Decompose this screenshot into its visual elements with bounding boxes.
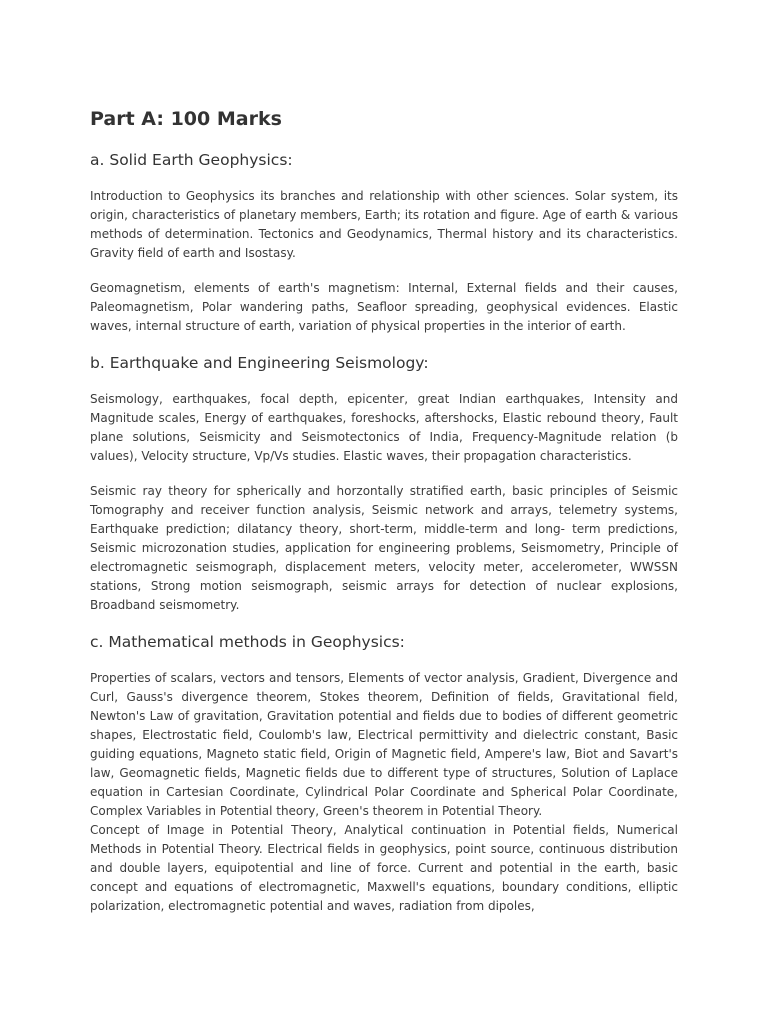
section-heading-mathematical-methods: c. Mathematical methods in Geophysics: <box>90 633 405 651</box>
paragraph: Geomagnetism, elements of earth's magnetism: Internal, External fields and their causes, Paleomagnetism, Polar wandering paths, Seafloor spreading, geophysical evidences. Elastic waves, internal structure of earth, variation of physical properties in the interior of earth. <box>90 281 678 333</box>
paragraph: Concept of Image in Potential Theory, Analytical continuation in Potential fields, Numerical Methods in Potential Theory. Electrical fields in geophysics, point source, continuous distribution and double layers, equipotential and line of force. Current and potential in the earth, basic concept and equations of electromagnetic, Maxwell's equations, boundary conditions, elliptic polarization, electromagnetic potential and waves, radiation from dipoles, <box>90 823 678 913</box>
paragraph: Seismology, earthquakes, focal depth, epicenter, great Indian earthquakes, Intensity and Magnitude scales, Energy of earthquakes, foreshocks, aftershocks, Elastic rebound theory, Fault plane solutions, Seismicity and Seismotectonics of India, Frequency-Magnitude relation (b values), Velocity structure, Vp/Vs studies. Elastic waves, their propagation characteristics. <box>90 392 678 463</box>
paragraph: Seismic ray theory for spherically and horzontally stratified earth, basic principles of Seismic Tomography and receiver function analysis, Seismic network and arrays, telemetry systems, Earthquake prediction; dilatancy theory, short-term, middle-term and long- term predictions, Seismic microzonation studies, application for engineering problems, Seismometry, Principle of electromagnetic seismograph, displacement meters, velocity meter, accelerometer, WWSSN stations, Strong motion seismograph, seismic arrays for detection of nuclear explosions, Broadband seismometry. <box>90 484 678 612</box>
paragraph: Introduction to Geophysics its branches and relationship with other sciences. Solar system, its origin, characteristics of planetary members, Earth; its rotation and figure. Age of earth & various methods of determination. Tectonics and Geodynamics, Thermal history and its characteristics. Gravity field of earth and Isostasy. <box>90 189 678 260</box>
paragraph: Properties of scalars, vectors and tensors, Elements of vector analysis, Gradient, Divergence and Curl, Gauss's divergence theorem, Stokes theorem, Definition of fields, Gravitational field, Newton's Law of gravitation, Gravitation potential and fields due to bodies of different geometric shapes, Electrostatic field, Coulomb's law, Electrical permittivity and dielectric constant, Basic guiding equations, Magneto static field, Origin of Magnetic field, Ampere's law, Biot and Savart's law, Geomagnetic fields, Magnetic fields due to different type of structures, Solution of Laplace equation in Cartesian Coordinate, Cylindrical Polar Coordinate and Spherical Polar Coordinate, Complex Variables in Potential theory, Green's theorem in Potential Theory. <box>90 671 678 818</box>
page-title: Part A: 100 Marks <box>90 108 282 130</box>
section-heading-solid-earth: a. Solid Earth Geophysics: <box>90 151 293 169</box>
section-heading-earthquake-seismology: b. Earthquake and Engineering Seismology: <box>90 354 429 372</box>
document-page <box>90 105 678 916</box>
